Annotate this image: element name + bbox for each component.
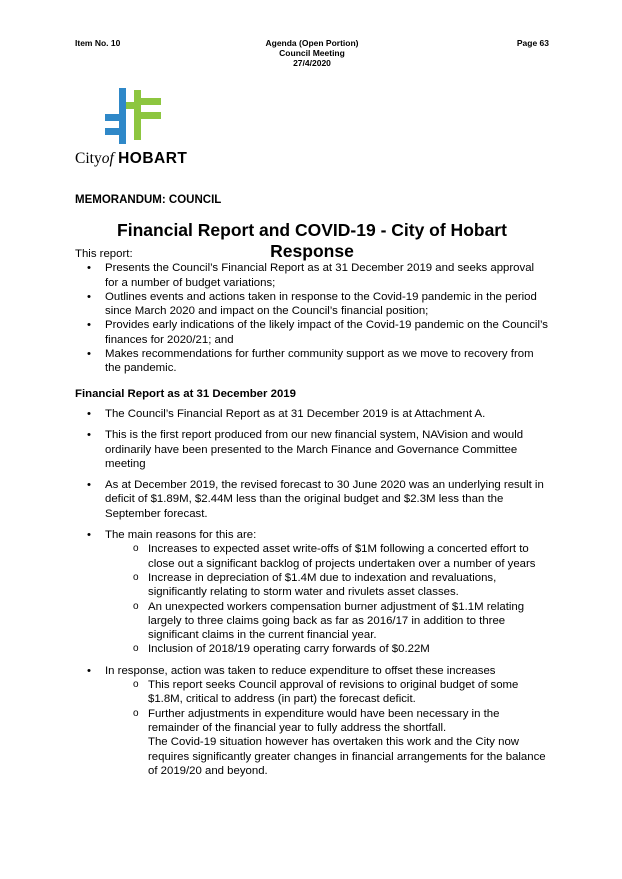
logo-city: City xyxy=(75,150,102,167)
intro-text: This report: xyxy=(75,248,133,260)
list-item: • This is the first report produced from our new financial system, NAVision and would ordinarily have been presented to the March Finance and Governance Committee meeting xyxy=(75,428,549,471)
page-number: Page 63 xyxy=(516,38,549,48)
agenda-info xyxy=(75,38,549,68)
agenda-line-2: Council Meeting xyxy=(279,48,345,58)
list-item: • The Council’s Financial Report as at 31 December 2019 is at Attachment A. xyxy=(75,407,549,421)
reasons-intro: • The main reasons for this are: xyxy=(105,529,257,542)
sub-list-item: o Inclusion of 2018/19 operating carry forwards of $0.22M xyxy=(75,642,549,656)
logo-wordmark xyxy=(75,150,187,168)
list-item: • Provides early indications of the likely impact of the Covid-19 pandemic on the Council’s finances for 2020/21; and xyxy=(75,318,549,347)
list-item: • In response, action was taken to reduce expenditure to offset these increases xyxy=(75,664,549,678)
sub-list-item: o An unexpected workers compensation burner adjustment of $1.1M relating largely to three claims going back as far as 2016/17 in addition to three significant claims in the current financial year. xyxy=(75,600,549,643)
document-body xyxy=(75,247,549,778)
sub-list-item: o Increases to expected asset write-offs of $1M following a concerted effort to close out a significant backlog of projects undertaken over a number of years xyxy=(75,542,549,571)
item-number: Item No. 10 xyxy=(75,38,121,48)
hobart-cross-icon xyxy=(105,88,163,144)
response-bullets xyxy=(75,664,549,678)
list-item: • Makes recommendations for further community support as we move to recovery from the pandemic. xyxy=(75,347,549,376)
logo-of: of xyxy=(101,150,114,167)
agenda-date: 27/4/2020 xyxy=(293,58,331,68)
logo-hobart: HOBART xyxy=(118,150,188,167)
sub-list-item: o This report seeks Council approval of revisions to original budget of some $1.8M, critical to address (in part) the forecast deficit. xyxy=(75,678,549,707)
list-item xyxy=(75,528,549,542)
responses-sub-list xyxy=(75,678,549,735)
closing-paragraph: The Covid-19 situation however has overtaken this work and the City now requires significantly greater changes in financial arrangements for the balance of 2019/20 and beyond. xyxy=(148,736,546,777)
list-item: • Outlines events and actions taken in response to the Covid-19 pandemic in the period since March 2020 and impact on the Council’s financial position; xyxy=(75,290,549,319)
intro-bullet-list xyxy=(75,261,549,375)
financial-report-bullets xyxy=(75,407,549,542)
document-title: Financial Report and COVID-19 - City of Hobart Response xyxy=(117,220,507,261)
sub-list-item: o Further adjustments in expenditure would have been necessary in the remainder of the financial year to fully address the shortfall. xyxy=(75,707,549,736)
memorandum-label: MEMORANDUM: COUNCIL xyxy=(75,194,222,206)
section-heading: Financial Report as at 31 December 2019 xyxy=(75,387,296,400)
agenda-line-1: Agenda (Open Portion) xyxy=(265,38,359,48)
reasons-sub-list xyxy=(75,542,549,656)
city-of-hobart-logo xyxy=(75,88,195,173)
list-item: • As at December 2019, the revised forecast to 30 June 2020 was an underlying result in deficit of $1.89M, $2.44M less than the original budget and $2.3M less than the September forecast. xyxy=(75,478,549,521)
sub-list-item: o Increase in depreciation of $1.4M due to indexation and revaluations, significantly relating to storm water and rivulets asset classes. xyxy=(75,571,549,600)
list-item: • Presents the Council’s Financial Report as at 31 December 2019 and seeks approval for a number of budget variations; xyxy=(75,261,549,290)
